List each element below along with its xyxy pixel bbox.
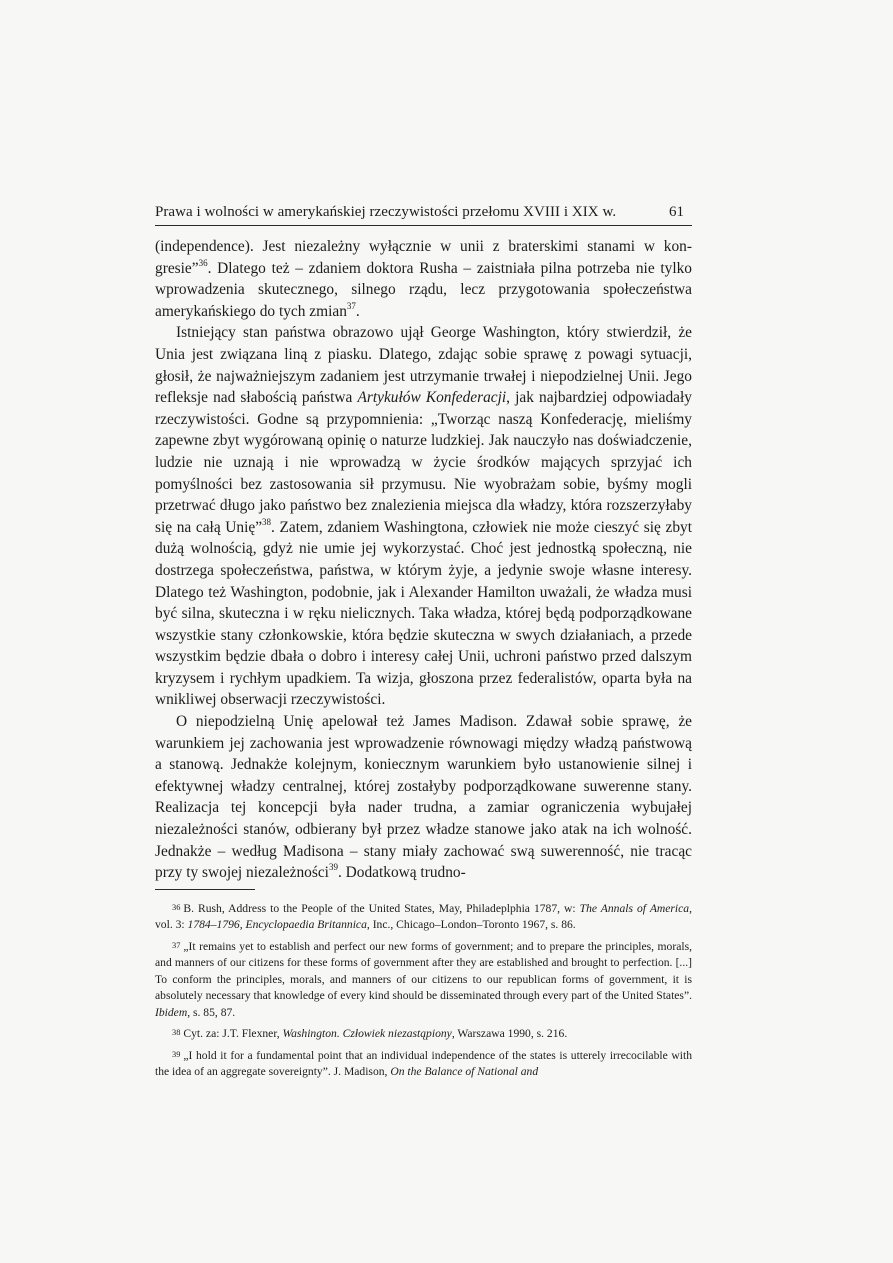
- footnote-text: , Warszawa 1990, s. 216.: [451, 1027, 568, 1041]
- footnote-separator: [155, 889, 255, 890]
- footnote: [155, 1026, 692, 1043]
- italic-title: Ibidem: [155, 1005, 188, 1019]
- paragraph-text: Istniejący stan państwa obrazowo ujął George Washington, który stwierdził, że Unia jest związana liną z piasku. Dlatego, zdając sobie sprawę z powagi sytuacji, głosił, że najważniejszym zadaniem jest utrzymanie trwałej i niepodzielnej Unii. Jego refleksje nad słabością państwa: [155, 324, 692, 407]
- paragraph-text: .: [355, 302, 360, 320]
- footnote-number: 38: [172, 1028, 181, 1038]
- italic-title: The Annals of America: [579, 901, 690, 915]
- footnote-reference: 39: [328, 862, 338, 873]
- paragraph: [155, 236, 692, 322]
- footnote-number: 36: [172, 902, 181, 912]
- italic-title: 1784–1796, Encyclopaedia Britannica: [187, 918, 367, 932]
- footnote-text: B. Rush, Address to the People of the United States, May, Philadeplphia 1787, w:: [183, 901, 580, 915]
- footnote-number: 39: [172, 1049, 181, 1059]
- main-text: [155, 236, 692, 884]
- paragraph: [155, 711, 692, 884]
- footnote-text: „I hold it for a fundamental point that an individual independence of the states is utterely irrecocilable with the idea of an aggregate sovereignty”. J. Madison,: [155, 1048, 692, 1079]
- page-number: 61: [669, 204, 684, 220]
- paragraph-text: O niepodzielną Unię apelował też James Madison. Zdawał sobie sprawę, że warunkiem jej zachowania jest wprowadzenie równowagi między władzą państwową a stanową. Jednakże kolejnym, koniecznym warunkiem było ustanowienie silnej i efektywnej władzy centralnej, której zostałyby podporządkowane suwerenne stany. Realizacja tej koncepcji była nader trudna, a zamiar ograniczenia wybujałej niezależności stanów, odbierany był przez władze stanowe jako atak na ich wolność. Jednakże – według Madisona – stany miały zachować swą suwerenność, nie tracąc przy ty swojej niezależności: [155, 713, 692, 882]
- footnote-text: „It remains yet to establish and perfect our new forms of government; and to prepare the principles, morals, and manners of our citizens for these forms of government after they are established and brought to perfection. [...] To conform the principles, morals, and manners of our citizens to our republican forms of government, it is absolutely necessary that knowledge of every kind should be disseminated through every part of the United States”.: [155, 939, 692, 1003]
- book-page: [155, 203, 692, 1086]
- italic-title: On the Balance of National and: [390, 1065, 539, 1079]
- running-head: [155, 203, 692, 226]
- footnote-reference: 37: [346, 300, 356, 311]
- running-head-title: Prawa i wolności w amerykańskiej rzeczywistości przełomu XVIII i XIX w.: [155, 204, 617, 220]
- paragraph-text: . Dlatego też – zdaniem doktora Rusha – zaistniała pilna potrzeba nie tylko wprowadzenia skutecznego, silnego rządu, lecz przygotowania społeczeństwa amerykańskiego do tych zmian: [155, 259, 692, 320]
- footnote-text: , vol. 3:: [155, 901, 692, 932]
- italic-title: Artykułów Konfederacji: [357, 389, 507, 407]
- footnote: [155, 901, 692, 934]
- footnote: [155, 939, 692, 1022]
- footnote-text: , Inc., Chicago–London–Toronto 1967, s. 86.: [366, 918, 576, 932]
- footnote-reference: 38: [262, 516, 272, 527]
- paragraph-text: . Zatem, zdaniem Washingtona, człowiek nie może cieszyć się zbyt dużą wolnością, gdyż nie umie jej wykorzystać. Choć jest jednostką społeczną, nie dostrzega społeczeństwa, państwa, w którym żyje, a jedynie swoje własne interesy. Dlatego też Washington, podobnie, jak i Alexander Hamilton uważali, że władza musi być silna, skuteczna i w ręku nielicznych. Taka władza, której będą podporządkowane wszystkie stany członkowskie, która będzie skuteczna w swych działaniach, a przede wszystkim będzie dbała o dobro i interesy całej Unii, uchroni państwo przed dalszym kryzysem i rychłym upadkiem. Ta wizja, głoszona przez federalistów, oparta była na wnikliwej obserwacji rzeczywistości.: [155, 518, 692, 709]
- footnotes: [155, 901, 692, 1081]
- paragraph: [155, 322, 692, 711]
- footnote-number: 37: [172, 940, 181, 950]
- footnote: [155, 1048, 692, 1081]
- italic-title: Washington. Człowiek niezastąpiony: [282, 1027, 452, 1041]
- footnote-text: Cyt. za: J.T. Flexner,: [183, 1027, 283, 1041]
- paragraph-text: (independence). Jest niezależny wyłącznie w unii z braterskimi stanami w kongresie”: [155, 238, 692, 277]
- paragraph-text: , jak najbardziej odpowiadały rzeczywistości. Godne są przypomnienia: „Tworząc naszą Konfederację, mieliśmy zapewne zbyt wygórowaną opinię o naturze ludzkiej. Jak nauczyło nas doświadczenie, ludzie nie uznają i nie wprowadzą w życie środków mających sprzyjać ich pomyślności bez zastosowania sił przymusu. Nie wyobrażam sobie, byśmy mogli przetrwać długo jako państwo bez znalezienia miejsca dla władzy, która rozszerzyłaby się na całą Unię”: [155, 389, 692, 536]
- footnote-reference: 36: [198, 257, 208, 268]
- footnote-text: , s. 85, 87.: [187, 1005, 236, 1019]
- paragraph-text: . Dodatkową trudno-: [337, 864, 466, 882]
